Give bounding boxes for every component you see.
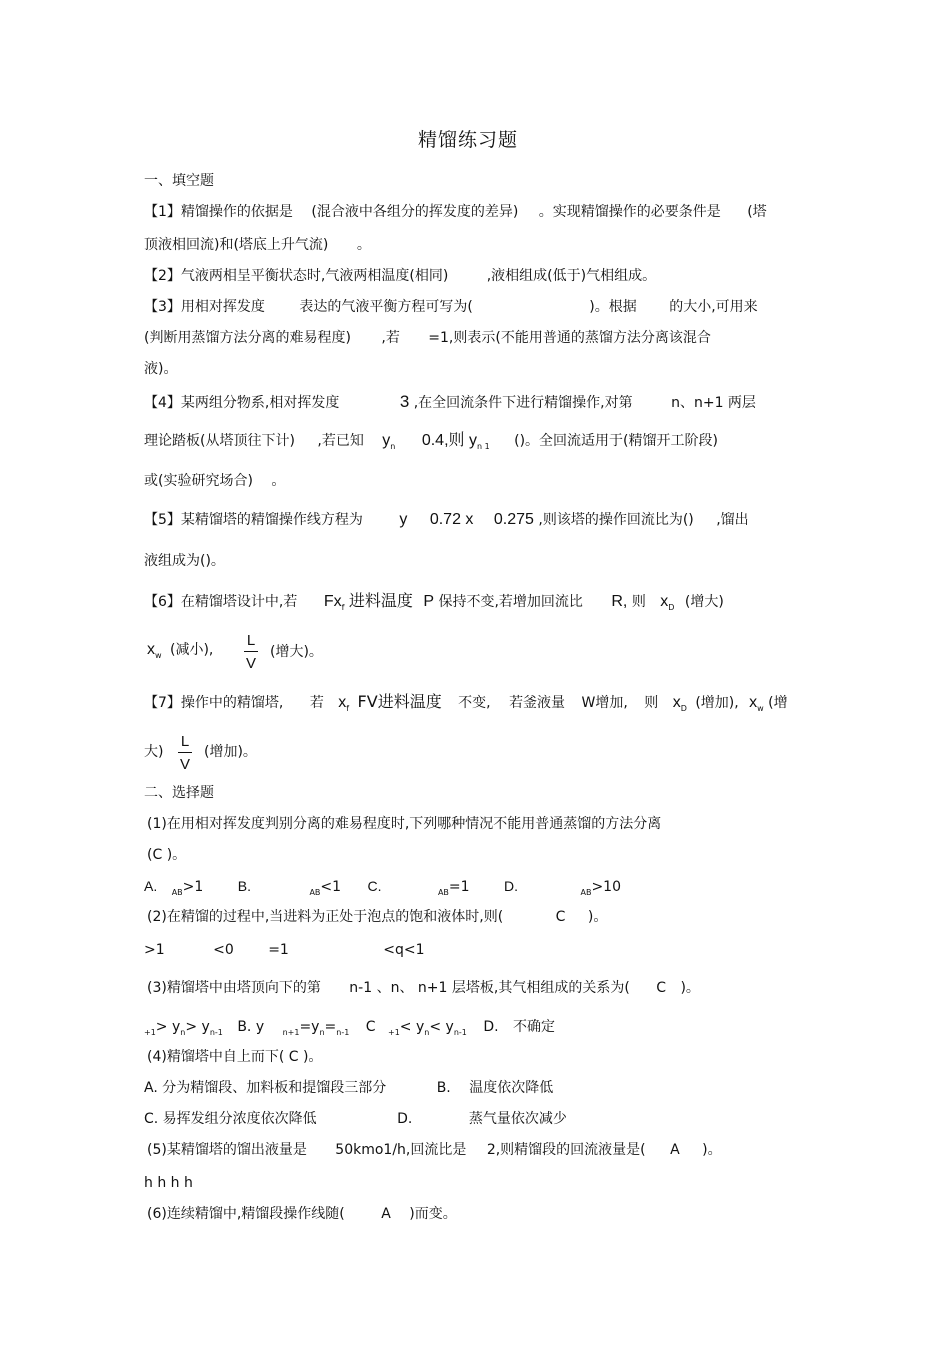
text: 。	[271, 473, 286, 489]
math: x	[338, 694, 347, 711]
math: 0.4,则 y	[421, 432, 477, 449]
choice-4-line-1: (4)精馏塔中自上而下( C )。	[147, 1049, 323, 1065]
subscript: f	[341, 603, 345, 612]
text: ()。全回流适用于(精馏开工阶段)	[514, 433, 718, 449]
choice-6-line-1	[147, 1207, 457, 1221]
text: 。实现精馏操作的必要条件是	[538, 204, 721, 220]
text: ,馏出	[716, 512, 749, 528]
denominator: V	[245, 655, 256, 672]
subscript: n-1	[209, 1028, 223, 1037]
subscript: n-1	[336, 1028, 350, 1037]
text: 不确定	[513, 1019, 555, 1035]
subscript: n-1	[453, 1028, 467, 1037]
text: 的大小,可用来	[669, 299, 758, 315]
text: 【6】在精馏塔设计中,若	[144, 594, 298, 610]
text: D.	[397, 1111, 413, 1127]
text: 若	[309, 695, 324, 711]
text: <q<1	[383, 942, 425, 958]
text: (塔	[747, 204, 767, 220]
text: 或(实验研究场合)	[144, 473, 253, 489]
text: )。	[587, 909, 608, 925]
text: (减小),	[170, 642, 214, 658]
question-1-line-2	[144, 238, 371, 252]
math: y	[382, 432, 391, 449]
math: x	[749, 694, 758, 711]
text: 【7】操作中的精馏塔,	[144, 695, 284, 711]
question-3-line-1	[144, 300, 758, 314]
text: >1	[182, 879, 204, 895]
question-6-line-2-end: (增大)。	[270, 644, 323, 660]
text: =1,则表示(不能用普通的蒸馏方法分离该混合	[428, 330, 711, 346]
text: 理论踏板(从塔顶往下计)	[144, 433, 295, 449]
text: D.	[483, 1019, 499, 1035]
text: > y	[185, 1019, 210, 1035]
text: =1	[268, 942, 289, 958]
text: ,若已知	[317, 433, 364, 449]
choice-5-line-1	[147, 1143, 722, 1157]
page-title: 精馏练习题	[418, 129, 519, 151]
fraction-l-over-v	[244, 632, 258, 672]
option-d: D.	[504, 878, 519, 894]
text: 顶液相回流)和(塔底上升气流)	[144, 237, 329, 253]
text: 【3】用相对挥发度	[144, 299, 265, 315]
text: >1	[144, 942, 165, 958]
text: C	[656, 980, 667, 996]
text: ,液相组成(低于)气相组成。	[486, 268, 657, 284]
text: 【2】气液两相呈平衡状态时,气液两相温度(相同)	[144, 268, 449, 284]
text: )。	[680, 980, 700, 996]
text: 蒸气量依次减少	[468, 1111, 567, 1127]
question-6-line-1	[144, 593, 724, 612]
choice-3-options	[144, 1020, 555, 1037]
text: 【4】某两组分物系,相对挥发度	[144, 395, 340, 411]
math: y	[399, 511, 408, 528]
math: P	[423, 593, 435, 610]
subscript: w	[155, 651, 162, 660]
text: 【1】精馏操作的依据是	[144, 204, 293, 220]
subscript: AB	[309, 888, 321, 897]
math: x	[660, 593, 669, 610]
question-4-line-2	[144, 433, 718, 451]
math: 0.275	[493, 511, 534, 528]
text: ,若	[381, 330, 400, 346]
text: <1	[320, 879, 342, 895]
text: (增大)	[684, 594, 724, 610]
math: x	[672, 694, 681, 711]
choice-4-options-cd	[144, 1112, 567, 1126]
text: W增加,	[581, 695, 628, 711]
question-2	[144, 269, 656, 283]
text: )。	[702, 1142, 722, 1158]
subscript: AB	[171, 888, 183, 897]
text: (混合液中各组分的挥发度的差异)	[311, 204, 519, 220]
subscript: n+1	[282, 1028, 300, 1037]
math: 3	[399, 392, 410, 411]
text: 。	[356, 237, 371, 253]
text: )而变。	[409, 1206, 457, 1222]
text: A	[381, 1206, 391, 1222]
text: 则	[644, 695, 659, 711]
choice-1-line-2: (C )。	[147, 847, 187, 863]
subscript: n	[424, 1028, 430, 1037]
text: 若釜液量	[509, 695, 566, 711]
subscript: AB	[580, 888, 592, 897]
text: 温度依次降低	[469, 1080, 554, 1096]
text: =1	[448, 879, 470, 895]
text: >10	[591, 879, 621, 895]
option-b: B.	[237, 878, 251, 894]
subscript: D	[680, 704, 687, 713]
choice-3-line-1	[147, 981, 700, 995]
question-3-line-2	[144, 331, 711, 345]
text: 进料温度	[348, 591, 413, 610]
subscript: +1	[388, 1028, 400, 1037]
text: 保持不变,若增加回流比	[438, 594, 583, 610]
numerator: L	[178, 733, 192, 753]
math: Fx	[323, 593, 342, 610]
choice-5-line-2: h h h h	[144, 1175, 193, 1191]
numerator: L	[244, 632, 258, 652]
question-4-line-1	[144, 393, 756, 410]
text: C	[365, 1019, 376, 1035]
choice-1-line-1: (1)在用相对挥发度判别分离的难易程度时,下列哪种情况不能用普通蒸馏的方法分离	[147, 816, 662, 832]
text: A	[670, 1142, 680, 1158]
text: C. 易挥发组分浓度依次降低	[144, 1111, 317, 1127]
option-c: C.	[367, 878, 382, 894]
fraction-l-over-v	[178, 733, 192, 773]
text: FV进料温度	[357, 692, 442, 711]
text: ,在全回流条件下进行精馏操作,对第	[413, 395, 633, 411]
section-heading-choice: 二、选择题	[144, 785, 214, 801]
text: =y	[299, 1019, 320, 1035]
question-5-line-2: 液组成为()。	[144, 553, 225, 569]
text: 则	[631, 594, 646, 610]
question-7-line-1	[144, 694, 788, 713]
text: (2)在精馏的过程中,当进料为正处于泡点的饱和液体时,则(	[147, 909, 504, 925]
text: ,则该塔的操作回流比为()	[538, 512, 694, 528]
subscript: n	[390, 442, 396, 451]
choice-1-options	[144, 879, 621, 897]
question-7-line-2-end: (增加)。	[204, 744, 257, 760]
denominator: V	[179, 756, 190, 773]
text: < y	[429, 1019, 454, 1035]
text: (判断用蒸馏方法分离的难易程度)	[144, 330, 351, 346]
question-7-line-2: 大)	[144, 744, 164, 760]
math: R,	[611, 593, 628, 610]
option-a: A.	[144, 878, 158, 894]
text: > y	[155, 1019, 181, 1035]
math: x	[147, 641, 155, 658]
question-5-line-1	[144, 512, 749, 528]
subscript: n	[180, 1028, 186, 1037]
math: 0.72 x	[429, 511, 474, 528]
text: 50kmo1/h,回流比是	[335, 1142, 467, 1158]
choice-2-line-1	[147, 910, 607, 924]
text: =	[324, 1019, 337, 1035]
text: )。根据	[589, 299, 637, 315]
text: 表达的气液平衡方程可写为(	[299, 299, 473, 315]
text: 2,则精馏段的回流液量是(	[486, 1142, 646, 1158]
text: n-1 、n、 n+1 层塔板,其气相组成的关系为(	[349, 980, 630, 996]
text: (3)精馏塔中由塔顶向下的第	[147, 980, 321, 996]
text: (增	[768, 695, 788, 711]
question-4-line-3	[144, 474, 285, 488]
text: 【5】某精馏塔的精馏操作线方程为	[144, 512, 363, 528]
subscript: w	[757, 704, 764, 713]
subscript: +1	[144, 1028, 156, 1037]
text: (5)某精馏塔的馏出液量是	[147, 1142, 307, 1158]
subscript: n	[319, 1028, 325, 1037]
text: C	[555, 909, 566, 925]
question-6-line-2	[147, 642, 213, 660]
text: <0	[213, 942, 234, 958]
subscript: n 1	[476, 442, 490, 451]
text: (6)连续精馏中,精馏段操作线随(	[147, 1206, 345, 1222]
text: (增加),	[695, 695, 739, 711]
text: < y	[399, 1019, 425, 1035]
text: n、n+1 两层	[671, 395, 756, 411]
text: B.	[436, 1080, 451, 1096]
text: 不变,	[458, 695, 491, 711]
question-1-line-1	[144, 205, 767, 219]
section-heading-fill-blank: 一、填空题	[144, 173, 214, 189]
question-3-line-3: 液)。	[144, 361, 178, 377]
subscript: D	[668, 603, 675, 612]
text: A. 分为精馏段、加料板和提馏段三部分	[144, 1080, 387, 1096]
text: B. y	[237, 1019, 265, 1035]
subscript: f	[346, 704, 350, 713]
choice-4-options-ab	[144, 1081, 553, 1095]
choice-2-options	[144, 943, 425, 957]
subscript: AB	[437, 888, 449, 897]
